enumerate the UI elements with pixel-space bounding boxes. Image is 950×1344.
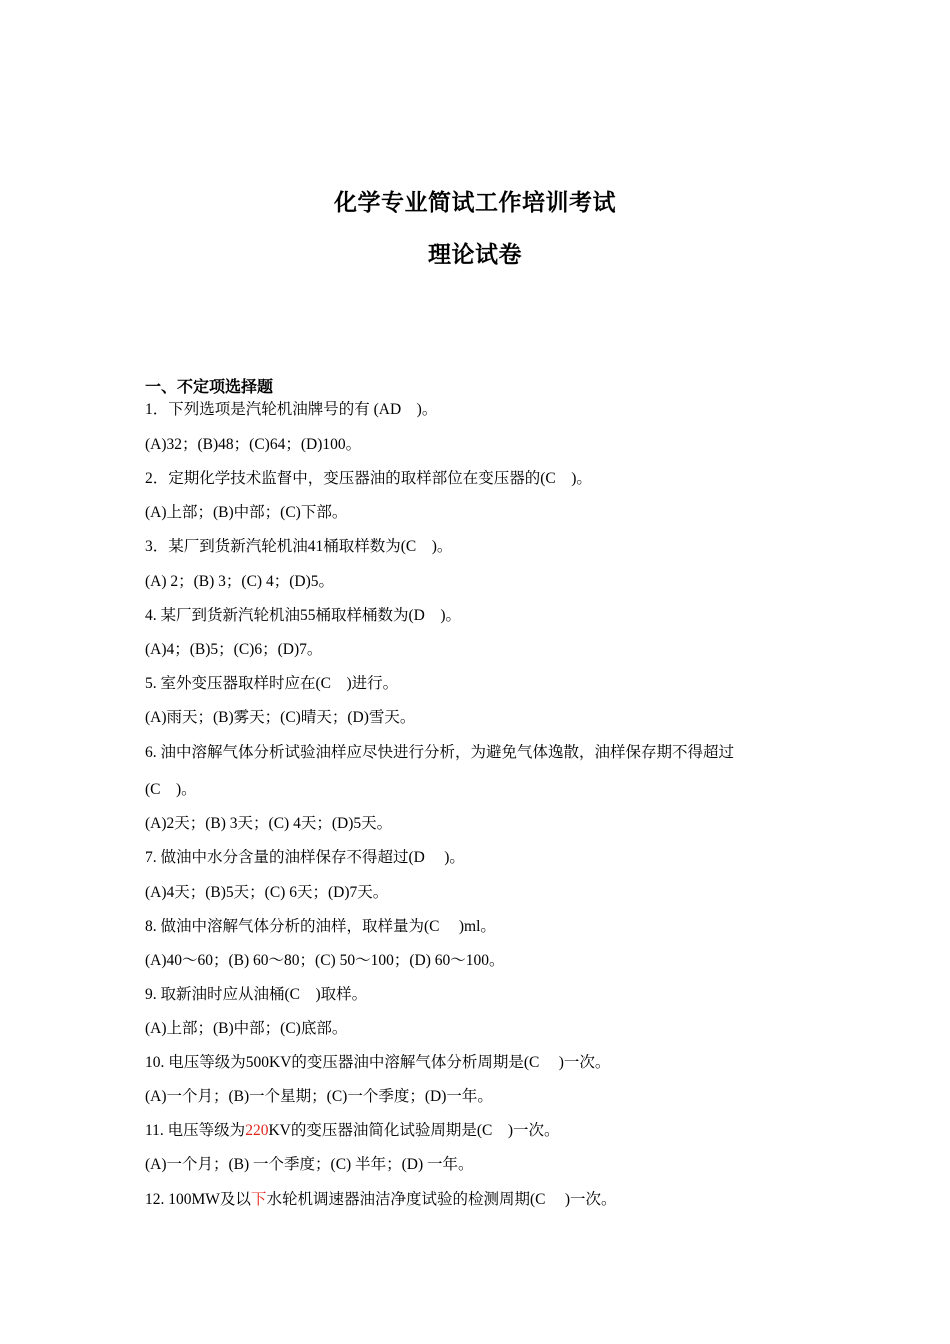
- question-1: 1．下列选项是汽轮机油牌号的有 (AD )。: [145, 401, 438, 418]
- question-11-highlight: 220: [245, 1122, 269, 1139]
- question-11-text-b: KV的变压器油简化试验周期是(C )一次。: [268, 1122, 560, 1139]
- question-11: [145, 1121, 560, 1141]
- question-6-continuation: (C )。: [145, 781, 197, 798]
- question-8-options: (A)40～60；(B) 60～80；(C) 50～100；(D) 60～100。: [145, 952, 505, 969]
- question-7: 7. 做油中水分含量的油样保存不得超过(D )。: [145, 849, 465, 866]
- question-11-text-a: 11. 电压等级为: [145, 1122, 246, 1139]
- question-12-highlight: 下: [250, 1191, 267, 1208]
- question-5: 5. 室外变压器取样时应在(C )进行。: [145, 675, 399, 692]
- question-6: 6. 油中溶解气体分析试验油样应尽快进行分析，为避免气体逸散，油样保存期不得超过: [145, 744, 735, 761]
- section-heading: 一、不定项选择题: [145, 377, 274, 396]
- question-12-text-a: 12. 100MW及以: [145, 1191, 251, 1208]
- question-12: [145, 1190, 616, 1210]
- question-2: 2．定期化学技术监督中，变压器油的取样部位在变压器的(C )。: [145, 470, 592, 487]
- question-12-text-b: 水轮机调速器油洁净度试验的检测周期(C )一次。: [266, 1191, 617, 1208]
- question-7-options: (A)4天；(B)5天；(C) 6天；(D)7天。: [145, 884, 389, 901]
- document-subtitle: 理论试卷: [428, 242, 522, 268]
- question-3: 3．某厂到货新汽轮机油41桶取样数为(C )。: [145, 538, 453, 555]
- question-9-options: (A)上部；(B)中部；(C)底部。: [145, 1020, 348, 1037]
- question-3-options: (A) 2；(B) 3；(C) 4；(D)5。: [145, 573, 334, 590]
- question-6-options: (A)2天；(B) 3天；(C) 4天；(D)5天。: [145, 815, 393, 832]
- question-2-options: (A)上部；(B)中部；(C)下部。: [145, 504, 348, 521]
- question-4: 4. 某厂到货新汽轮机油55桶取样桶数为(D )。: [145, 607, 462, 624]
- question-11-options: (A)一个月；(B) 一个季度；(C) 半年；(D) 一年。: [145, 1156, 474, 1173]
- question-9: 9. 取新油时应从油桶(C )取样。: [145, 986, 368, 1003]
- question-10-options: (A)一个月；(B)一个星期；(C)一个季度；(D)一年。: [145, 1088, 493, 1105]
- document-title: 化学专业简试工作培训考试: [334, 190, 616, 216]
- question-10: 10. 电压等级为500KV的变压器油中溶解气体分析周期是(C )一次。: [145, 1054, 611, 1071]
- question-8: 8. 做油中溶解气体分析的油样，取样量为(C )ml。: [145, 918, 496, 935]
- question-1-options: (A)32；(B)48；(C)64；(D)100。: [145, 436, 362, 453]
- question-5-options: (A)雨天；(B)雾天；(C)晴天；(D)雪天。: [145, 709, 416, 726]
- question-4-options: (A)4；(B)5；(C)6；(D)7。: [145, 641, 323, 658]
